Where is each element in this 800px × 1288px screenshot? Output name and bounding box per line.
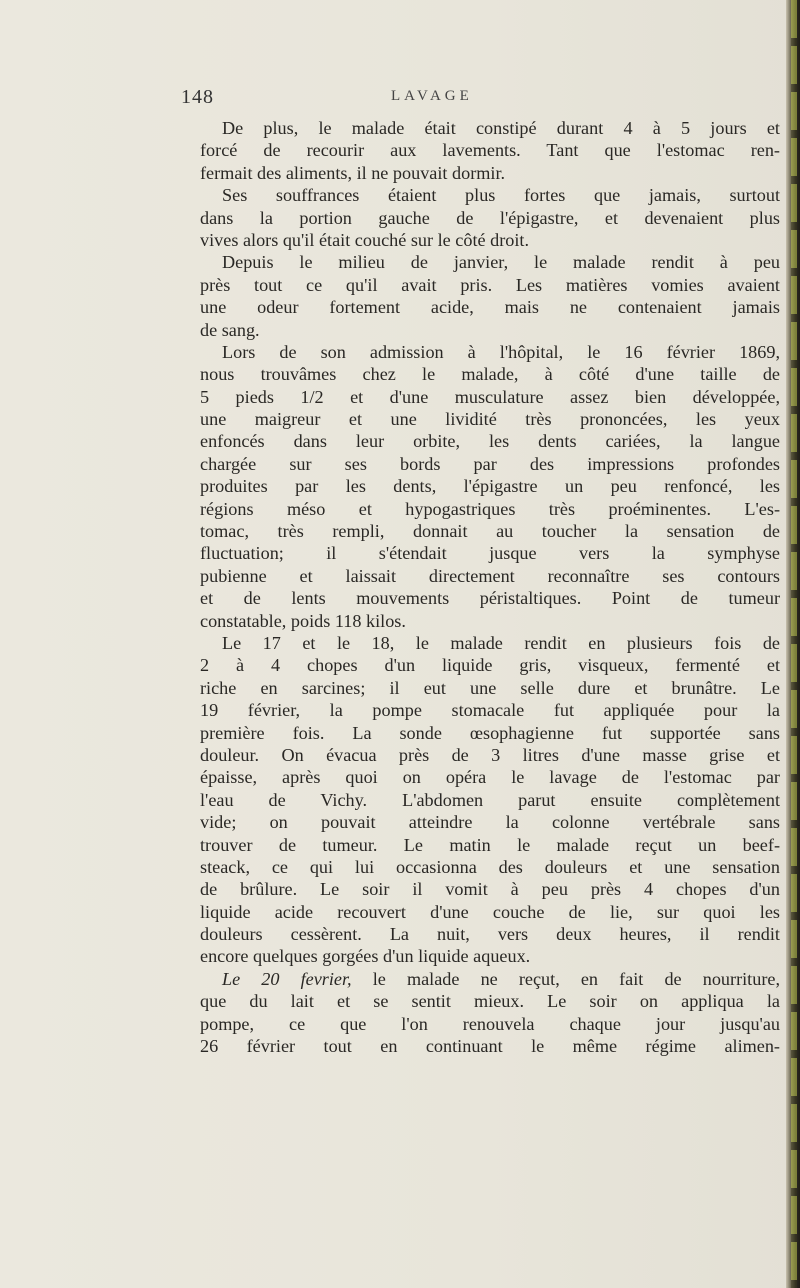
text-line: une odeur fortement acide, mais ne contenaient jamais: [200, 297, 780, 318]
page-edge-tint: [791, 0, 797, 1288]
page-number: 148: [181, 86, 214, 108]
text-line: régions méso et hypogastriques très proéminentes. L'es-: [200, 498, 780, 519]
text-line: une maigreur et une lividité très prononcées, les yeux: [200, 409, 780, 430]
text-line: de brûlure. Le soir il vomit à peu près 4 chopes d'un: [200, 879, 780, 900]
text-line: produites par les dents, l'épigastre un peu renfoncé, les: [200, 476, 780, 497]
text-line: pompe, ce que l'on renouvela chaque jour jusqu'au: [200, 1013, 780, 1034]
text-line: Depuis le milieu de janvier, le malade rendit à peu: [222, 252, 780, 273]
text-line: vives alors qu'il était couché sur le côté droit.: [200, 229, 530, 250]
text-line: liquide acide recouvert d'une couche de lie, sur quoi les: [200, 901, 780, 922]
text-line: 26 février tout en continuant le même régime alimen-: [200, 1036, 780, 1057]
text-line: De plus, le malade était constipé durant 4 à 5 jours et: [222, 118, 780, 138]
text-line: 2 à 4 chopes d'un liquide gris, visqueux, fermenté et: [200, 655, 780, 676]
text-line: 19 février, la pompe stomacale fut appliquée pour la: [200, 700, 780, 721]
text-line: douleur. On évacua près de 3 litres d'une masse grise et: [200, 744, 780, 765]
body-text: [200, 117, 780, 1057]
text-line: dans la portion gauche de l'épigastre, et devenaient plus: [200, 207, 780, 228]
text-line: Le 17 et le 18, le malade rendit en plusieurs fois de: [222, 632, 780, 653]
text-line: et de lents mouvements péristaltiques. Point de tumeur: [200, 588, 780, 609]
text-line: fermait des aliments, il ne pouvait dormir.: [200, 162, 506, 183]
text-line: chargée sur ses bords par des impressions profondes: [200, 453, 780, 474]
text-line: l'eau de Vichy. L'abdomen parut ensuite complètement: [200, 789, 780, 810]
text-line: de sang.: [200, 319, 260, 340]
text-line: enfoncés dans leur orbite, les dents cariées, la langue: [200, 431, 780, 452]
text-line: près tout ce qu'il avait pris. Les matières vomies avaient: [200, 274, 780, 295]
text-line: fluctuation; il s'étendait jusque vers la symphyse: [200, 543, 780, 564]
text-line: trouver de tumeur. Le matin le malade reçut un beef-: [200, 834, 780, 855]
running-head: LAVAGE: [391, 88, 473, 104]
text-line: riche en sarcines; il eut une selle dure et brunâtre. Le: [200, 677, 780, 698]
text-line: Lors de son admission à l'hôpital, le 16 février 1869,: [222, 341, 780, 362]
text-line: nous trouvâmes chez le malade, à côté d'une taille de: [200, 364, 780, 385]
text-line: encore quelques gorgées d'un liquide aqueux.: [200, 946, 531, 967]
text-line: Ses souffrances étaient plus fortes que jamais, surtout: [222, 185, 780, 206]
text-line: tomac, très rempli, donnait au toucher la sensation de: [200, 521, 780, 542]
text-line: que du lait et se sentit mieux. Le soir on appliqua la: [200, 991, 780, 1012]
text-line: épaisse, après quoi on opéra le lavage de l'estomac par: [200, 767, 780, 788]
text-line: constatable, poids 118 kilos.: [200, 610, 406, 631]
text-line: vide; on pouvait atteindre la colonne vertébrale sans: [200, 812, 780, 833]
text-line-dated: [200, 968, 780, 990]
text-line: première fois. La sonde œsophagienne fut supportée sans: [200, 722, 780, 743]
text-line: douleurs cessèrent. La nuit, vers deux heures, il rendit: [200, 924, 780, 945]
text-line-rest: le malade ne reçut, en fait de nourriture,: [372, 968, 780, 989]
text-line: steack, ce qui lui occasionna des douleurs et une sensation: [200, 856, 780, 877]
text-line: pubienne et laissait directement reconnaître ses contours: [200, 565, 780, 586]
text-line: forcé de recourir aux lavements. Tant que l'estomac ren-: [200, 140, 780, 161]
page-header: [181, 86, 781, 116]
date-lead: Le 20 fevrier,: [222, 968, 352, 989]
text-line: 5 pieds 1/2 et d'une musculature assez bien développée,: [200, 386, 780, 407]
